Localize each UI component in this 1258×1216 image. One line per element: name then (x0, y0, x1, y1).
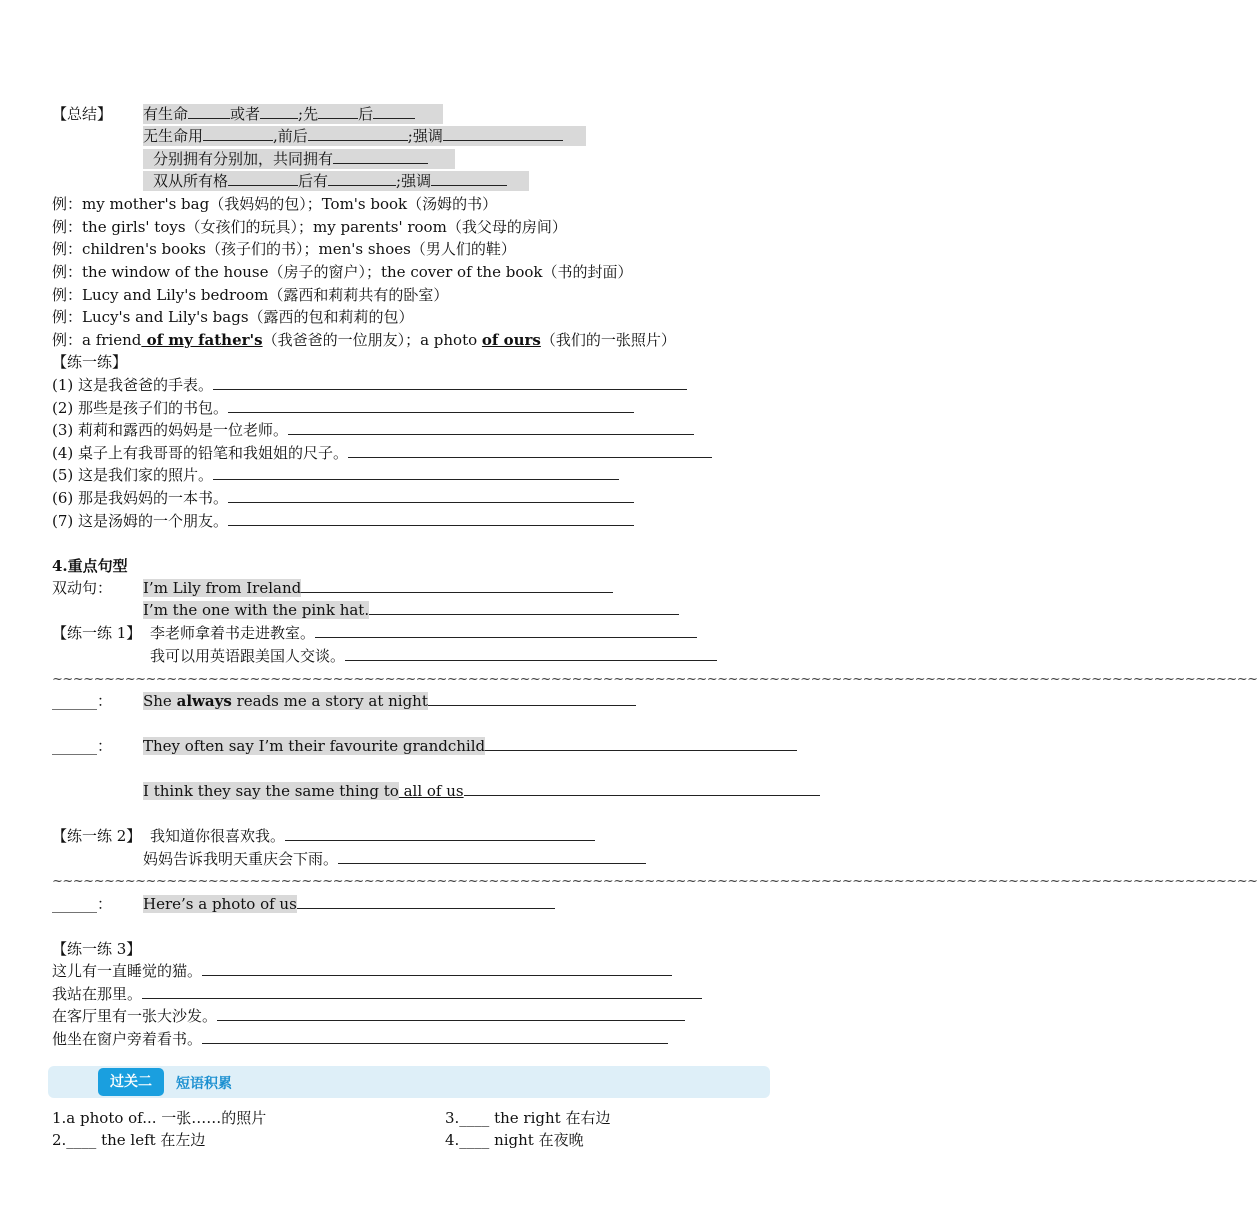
sentence-line: They often say I’m their favourite grandchild (143, 736, 797, 756)
answer-blank[interactable] (228, 488, 634, 503)
sentence-line: I think they say the same thing to all of us (143, 781, 820, 801)
blank-label: ______： (52, 737, 113, 755)
example-line: 例：the girls' toys（女孩们的玩具）；my parents' room（我父母的房间） (52, 218, 567, 236)
practice-label: 【练一练 1】 (52, 624, 142, 642)
phrase-item: 2.____ the left 在左边 (52, 1131, 206, 1149)
example-line-possessive: 例：a friend of my father's（我爸爸的一位朋友）；a photo of ours（我们的一张照片） (52, 331, 676, 349)
summary-row-1: 有生命 或者 ;先 后 (143, 104, 443, 124)
tilde-divider: ~~~~~~~~~~~~~~~~~~~~~~~~~~~~~~~~~~~~~~~~~~~~~~~~~~~~~~~~~~~~~~~~~~~~~~~~~~~~~~~~~~~~~~~~~~~~~~~~~~~~~~~~~~~~~~~~~~~~ (52, 874, 1258, 889)
answer-blank[interactable] (301, 578, 613, 593)
answer-blank[interactable] (142, 984, 702, 999)
section-title: 4.重点句型 (52, 557, 128, 575)
level-badge: 过关二 (98, 1068, 164, 1096)
answer-blank[interactable] (202, 1029, 668, 1044)
answer-blank[interactable] (213, 375, 687, 390)
answer-blank[interactable] (228, 511, 634, 526)
answer-blank[interactable] (345, 646, 717, 661)
practice-label: 【练一练 3】 (52, 940, 142, 958)
banner-title: 短语积累 (176, 1076, 232, 1092)
answer-blank[interactable] (228, 398, 634, 413)
practice-item: (1) 这是我爸爸的手表。 (52, 375, 687, 395)
summary-label: 【总结】 (52, 105, 113, 123)
practice-item: (6) 那是我妈妈的一本书。 (52, 488, 634, 508)
sentence-type-label: 双动句： (52, 579, 113, 597)
answer-blank[interactable] (315, 623, 697, 638)
practice-item: 他坐在窗户旁着看书。 (52, 1029, 668, 1049)
practice-item: 在客厅里有一张大沙发。 (52, 1006, 685, 1026)
practice-item: (4) 桌子上有我哥哥的铅笔和我姐姐的尺子。 (52, 443, 712, 463)
phrase-item: 4.____ night 在夜晚 (445, 1131, 584, 1149)
example-line: 例：Lucy and Lily's bedroom（露西和莉莉共有的卧室） (52, 286, 449, 304)
example-line: 例：my mother's bag（我妈妈的包）；Tom's book（汤姆的书） (52, 195, 498, 213)
answer-blank[interactable] (202, 961, 672, 976)
summary-row-4: 双从所有格 后有 ;强调 (143, 171, 529, 191)
tilde-divider: ~~~~~~~~~~~~~~~~~~~~~~~~~~~~~~~~~~~~~~~~~~~~~~~~~~~~~~~~~~~~~~~~~~~~~~~~~~~~~~~~~~~~~~~~~~~~~~~~~~~~~~~~~~~~~~~~~~~~ (52, 672, 1258, 687)
answer-blank[interactable] (213, 465, 619, 480)
practice-item: (3) 莉莉和露西的妈妈是一位老师。 (52, 420, 694, 440)
practice-item: 我知道你很喜欢我。 (150, 826, 595, 846)
sentence-line: She always reads me a story at night (143, 691, 636, 711)
practice-item: 这儿有一直睡觉的猫。 (52, 961, 672, 981)
answer-blank[interactable] (369, 600, 679, 615)
practice-title: 【练一练】 (52, 353, 128, 371)
answer-blank[interactable] (288, 420, 694, 435)
blank-label: ______： (52, 692, 113, 710)
example-line: 例：Lucy's and Lily's bags（露西的包和莉莉的包） (52, 308, 414, 326)
summary-row-3: 分别拥有分别加，共同拥有 (143, 149, 455, 169)
practice-item: 妈妈告诉我明天重庆会下雨。 (143, 849, 646, 869)
blank-label: ______： (52, 895, 113, 913)
sentence-line: Here’s a photo of us (143, 894, 555, 914)
phrase-item: 3.____ the right 在右边 (445, 1109, 611, 1127)
sentence-line: I’m Lily from Ireland (143, 578, 613, 598)
practice-item: 李老师拿着书走进教室。 (150, 623, 697, 643)
practice-item: 我可以用英语跟美国人交谈。 (150, 646, 717, 666)
answer-blank[interactable] (217, 1006, 685, 1021)
practice-item: (7) 这是汤姆的一个朋友。 (52, 511, 634, 531)
answer-blank[interactable] (285, 826, 595, 841)
practice-item: (2) 那些是孩子们的书包。 (52, 398, 634, 418)
answer-blank[interactable] (428, 691, 636, 706)
practice-item: (5) 这是我们家的照片。 (52, 465, 619, 485)
practice-item: 我站在那里。 (52, 984, 702, 1004)
answer-blank[interactable] (338, 849, 646, 864)
example-line: 例：children's books（孩子们的书）；men's shoes（男人们的鞋） (52, 240, 516, 258)
phrase-item: 1.a photo of... 一张……的照片 (52, 1109, 267, 1127)
answer-blank[interactable] (485, 736, 797, 751)
answer-blank[interactable] (464, 781, 820, 796)
answer-blank[interactable] (297, 894, 555, 909)
summary-row-2: 无生命用 ,前后 ;强调 (143, 126, 586, 146)
example-line: 例：the window of the house（房子的窗户）；the cover of the book（书的封面） (52, 263, 633, 281)
practice-label: 【练一练 2】 (52, 827, 142, 845)
sentence-line: I’m the one with the pink hat. (143, 600, 679, 620)
answer-blank[interactable] (348, 443, 712, 458)
